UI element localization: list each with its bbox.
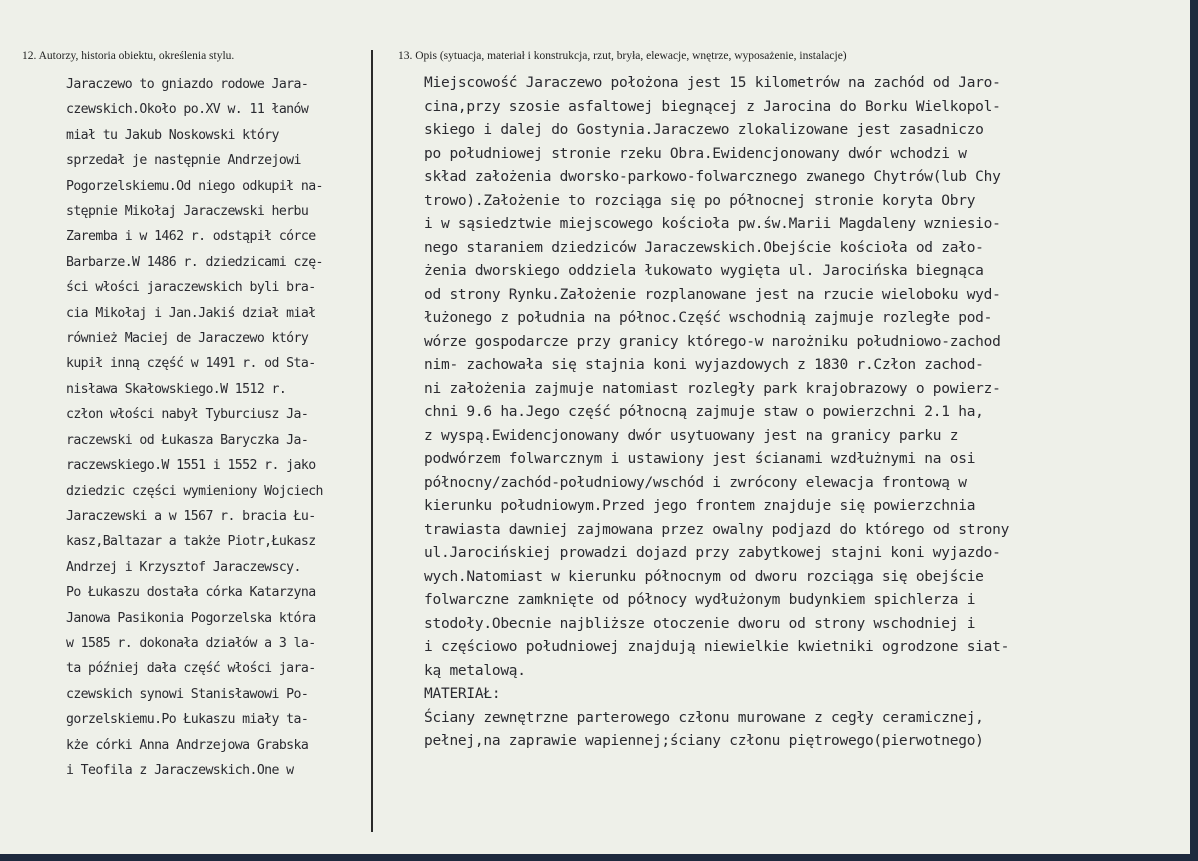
section-12-heading: 12. Autorzy, historia obiektu, określenia stylu.: [22, 50, 235, 62]
text-line: raczewski od Łukasza Baryczka Ja-: [66, 432, 309, 448]
text-line: wych.Natomiast w kierunku północnym od dworu rozciąga się obejście: [424, 568, 984, 585]
text-line: stodoły.Obecnie najbliższe otoczenie dworu od strony wschodniej i: [424, 615, 976, 632]
text-line: po południowej stronie rzeku Obra.Ewidencjonowany dwór wchodzi w: [424, 145, 967, 162]
text-line: i częściowo południowej znajdują niewielkie kwietniki ogrodzone siat-: [424, 639, 1010, 655]
text-line: pełnej,na zaprawie wapiennej;ściany członu piętrowego(pierwotnego): [424, 733, 984, 749]
text-line: czewskich synowi Stanisławowi Po-: [66, 686, 309, 702]
text-line: w 1585 r. dokonała działów a 3 la-: [66, 635, 316, 651]
text-line: czewskich.Około po.XV w. 11 łanów: [66, 102, 309, 118]
section-13-heading: 13. Opis (sytuacja, materiał i konstrukcja, rzut, bryła, elewacje, wnętrze, wyposażenie, instalacje): [398, 50, 847, 62]
text-line: Jaraczewski a w 1567 r. bracia Łu-: [66, 508, 316, 524]
text-line: trawiasta dawniej zajmowana przez owalny podjazd do którego od strony: [424, 521, 1010, 538]
text-line: Barbarze.W 1486 r. dziedzicami czę-: [66, 254, 323, 270]
text-line: miał tu Jakub Noskowski który: [66, 127, 279, 143]
text-line: MATERIAŁ:: [424, 686, 501, 702]
text-line: stępnie Mikołaj Jaraczewski herbu: [66, 204, 309, 220]
text-line: z wyspą.Ewidencjonowany dwór usytuowany jest na granicy parku z: [424, 427, 959, 444]
text-line: łużonego z południa na północ.Część wschodnią zajmuje rozległe pod-: [424, 310, 993, 326]
text-line: nim- zachowała się stajnia koni wyjazdowych z 1830 r.Człon zachod-: [424, 357, 984, 373]
text-line: ul.Jarocińskiej prowadzi dojazd przy zabytkowej stajni koni wyjazdo-: [424, 545, 1001, 561]
text-line: cina,przy szosie asfaltowej biegnącej z Jarocina do Borku Wielkopol-: [424, 98, 1001, 115]
text-line: ta później dała część włości jara-: [66, 661, 316, 677]
text-line: cia Mikołaj i Jan.Jakiś dział miał: [66, 305, 316, 321]
text-line: nisława Skałowskiego.W 1512 r.: [66, 381, 287, 397]
text-line: sprzedał je następnie Andrzejowi: [66, 153, 301, 169]
text-line: ni założenia zajmuje natomiast rozległy park krajobrazowy o powierz-: [424, 380, 1001, 397]
text-line: skiego i dalej do Gostynia.Jaraczewo zlokalizowane jest zasadniczo: [424, 122, 984, 138]
text-line: raczewskiego.W 1551 i 1552 r. jako: [66, 458, 316, 474]
text-line: gorzelskiemu.Po Łukaszu miały ta-: [66, 712, 309, 728]
text-line: również Maciej de Jaraczewo który: [66, 331, 309, 347]
text-line: Jaraczewo to gniazdo rodowe Jara-: [66, 77, 309, 92]
text-line: wórze gospodarcze przy granicy którego-w narożniku południowo-zachod: [424, 333, 1001, 350]
text-line: Andrzej i Krzysztof Jaraczewscy.: [66, 559, 301, 575]
page-edge-bottom: [0, 854, 1198, 861]
text-line: i Teofila z Jaraczewskich.One w: [66, 762, 294, 778]
text-line: od strony Rynku.Założenie rozplanowane jest na rzucie wieloboku wyd-: [424, 286, 1001, 303]
text-line: Janowa Pasikonia Pogorzelska która: [66, 610, 316, 626]
text-line: Zaremba i w 1462 r. odstąpił córce: [66, 229, 316, 245]
text-line: Po Łukaszu dostała córka Katarzyna: [66, 585, 316, 601]
text-line: folwarczne zamknięte od północy wydłużonym budynkiem spichlerza i: [424, 592, 976, 608]
text-line: kierunku południowym.Przed jego frontem znajduje się powierzchnia: [424, 498, 976, 514]
section-13-text: [424, 72, 1188, 754]
text-line: kasz,Baltazar a także Piotr,Łukasz: [66, 534, 316, 550]
page-edge-right: [1190, 0, 1198, 861]
text-line: i w sąsiedztwie miejscowego kościoła pw.św.Marii Magdaleny wzniesio-: [424, 216, 1001, 232]
text-line: ści włości jaraczewskich byli bra-: [66, 280, 316, 296]
text-line: chni 9.6 ha.Jego część północną zajmuje staw o powierzchni 2.1 ha,: [424, 404, 984, 420]
text-line: Miejscowość Jaraczewo położona jest 15 kilometrów na zachód od Jaro-: [424, 75, 1001, 91]
text-line: żenia dworskiego oddziela łukowato wygięta ul. Jarocińska biegnąca: [424, 263, 984, 279]
text-line: kże córki Anna Andrzejowa Grabska: [66, 737, 309, 753]
text-line: dziedzic części wymieniony Wojciech: [66, 483, 323, 499]
text-line: podwórzem folwarcznym i ustawiony jest ścianami wzdłużnymi na osi: [424, 451, 976, 467]
text-line: kupił inną część w 1491 r. od Sta-: [66, 356, 316, 372]
text-line: skład założenia dworsko-parkowo-folwarcznego zwanego Chytrów(lub Chy: [424, 169, 1001, 185]
text-line: Pogorzelskiemu.Od niego odkupił na-: [66, 178, 323, 194]
text-line: Ściany zewnętrzne parterowego członu murowane z cegły ceramicznej,: [424, 709, 984, 726]
section-12-text: [66, 72, 366, 783]
text-line: północny/zachód-południowy/wschód i zwrócony elewacja frontową w: [424, 474, 967, 491]
text-line: ką metalową.: [424, 662, 526, 679]
column-divider: [371, 50, 373, 832]
text-line: nego staraniem dziedziców Jaraczewskich.Obejście kościoła od zało-: [424, 239, 984, 256]
text-line: człon włości nabył Tyburciusz Ja-: [66, 407, 309, 423]
text-line: trowo).Założenie to rozciąga się po północnej stronie koryta Obry: [424, 192, 976, 209]
